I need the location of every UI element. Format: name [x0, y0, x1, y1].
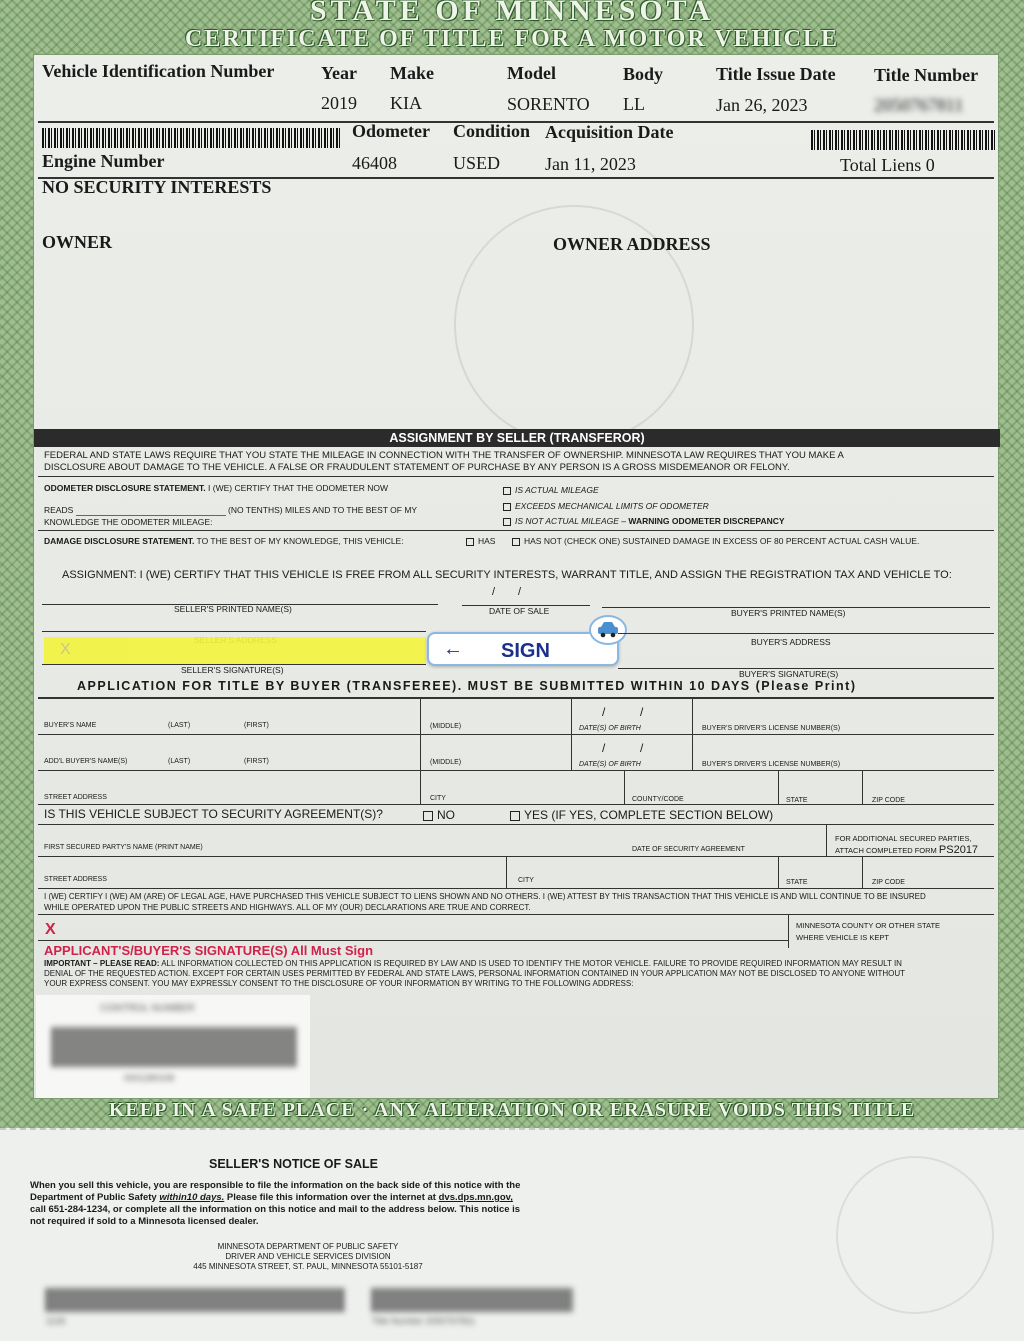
state-label: STATE [786, 797, 808, 804]
notice-text-part: Please file this information over the internet at [224, 1192, 439, 1203]
grid-line [862, 856, 863, 888]
state-title: STATE OF MINNESOTA [309, 0, 715, 27]
odometer-warning: WARNING ODOMETER DISCREPANCY [628, 516, 785, 526]
notice-address-2: DRIVER AND VEHICLE SERVICES DIVISION [225, 1252, 391, 1261]
notice-address-3: 445 MINNESOTA STREET, ST. PAUL, MINNESOTA 55101-5187 [193, 1262, 423, 1271]
grid-line [826, 824, 827, 856]
middle-label: (MIDDLE) [430, 723, 462, 730]
assignment-header: ASSIGNMENT BY SELLER (TRANSFEROR) [389, 431, 645, 445]
street-address-label: STREET ADDRESS [44, 876, 107, 883]
dob-slash-2: / [640, 705, 644, 719]
grid-line [506, 856, 507, 888]
divider [38, 914, 994, 915]
divider [38, 476, 994, 477]
bottom-warning-banner: KEEP IN A SAFE PLACE · ANY ALTERATION OR ERASURE VOIDS THIS TITLE [108, 1099, 916, 1121]
damage-has-checkbox[interactable] [466, 538, 474, 546]
first-label: (FIRST) [244, 758, 269, 765]
county-kept-2: WHERE VEHICLE IS KEPT [796, 933, 889, 942]
zip-label: ZIP CODE [872, 797, 905, 804]
grid-line [420, 698, 421, 804]
option-label: IS ACTUAL MILEAGE [515, 485, 599, 495]
notice-deadline: within10 days. [159, 1192, 225, 1203]
make-value: KIA [390, 93, 422, 113]
option-label: HAS NOT (CHECK ONE) SUSTAINED DAMAGE IN EXCESS OF 80 PERCENT ACTUAL CASH VALUE. [524, 536, 920, 546]
security-yes-option[interactable] [510, 808, 773, 822]
security-status: NO SECURITY INTERESTS [42, 177, 272, 197]
street-address-label: STREET ADDRESS [44, 794, 107, 801]
important-text-3: YOUR EXPRESS CONSENT. YOU MAY EXPRESSLY CONSENT TO THE DISCLOSURE OF YOUR INFORMATION BY WRITING TO THE FOLLOWING ADDRESS: [44, 979, 634, 988]
damage-disclosure-text: TO THE BEST OF MY KNOWLEDGE, THIS VEHICLE: [196, 536, 404, 546]
exceeds-limits-checkbox[interactable] [503, 503, 511, 511]
additional-parties-1: FOR ADDITIONAL SECURED PARTIES, [835, 834, 972, 843]
additional-parties-text: ATTACH COMPLETED FORM [835, 846, 937, 855]
security-date-label: DATE OF SECURITY AGREEMENT [632, 846, 745, 853]
odometer-label: Odometer [352, 121, 430, 141]
date-of-sale-label: DATE OF SALE [489, 606, 550, 616]
certificate-body [33, 54, 999, 1099]
odometer-disclosure-text: I (WE) CERTIFY THAT THE ODOMETER NOW [208, 483, 388, 493]
option-label: EXCEEDS MECHANICAL LIMITS OF ODOMETER [515, 501, 709, 511]
car-icon [591, 617, 625, 643]
knowledge-label: KNOWLEDGE THE ODOMETER MILEAGE: [44, 517, 213, 527]
county-kept-1: MINNESOTA COUNTY OR OTHER STATE [796, 921, 941, 930]
dob-label: DATE(S) OF BIRTH [579, 725, 641, 732]
county-label: COUNTY/CODE [632, 796, 684, 803]
buyer-name-label: BUYER'S NAME [44, 722, 97, 729]
divider [38, 856, 994, 857]
option-label: YES (IF YES, COMPLETE SECTION BELOW) [524, 808, 774, 822]
middle-label: (MIDDLE) [430, 759, 462, 766]
state-label: STATE [786, 879, 808, 886]
option-not-actual[interactable] [503, 516, 785, 526]
last-label: (LAST) [168, 722, 191, 729]
certify-text-1: I (WE) CERTIFY I (WE) AM (ARE) OF LEGAL AGE, HAVE PURCHASED THIS VEHICLE SUBJECT TO LIENS SHOWN AND NO OTHERS. I (WE) ATTEST BY THIS TRANSACTION THAT THIS VEHICLE IS AND WILL CONTINUE TO BE INSURED [44, 892, 926, 901]
dob-slash-1: / [602, 741, 606, 755]
damage-disclosure-title: DAMAGE DISCLOSURE STATEMENT. [44, 536, 195, 546]
damage-has-not[interactable] [512, 536, 919, 546]
city-label: CITY [518, 877, 534, 884]
buyer-address-label: BUYER'S ADDRESS [751, 637, 831, 647]
sign-label: SIGN [501, 640, 550, 662]
seller-address-line[interactable] [42, 631, 426, 632]
notice-text-3: call 651-284-1234, or complete all the information on this notice and mail to the address below. This notice is [30, 1204, 521, 1215]
divider [38, 770, 994, 771]
notice-text-1: When you sell this vehicle, you are responsible to file the information on the back side of this notice with the [30, 1180, 521, 1191]
divider [38, 888, 994, 889]
damage-has[interactable] [466, 536, 495, 546]
important-label: IMPORTANT – PLEASE READ: [44, 959, 160, 968]
no-tenths-label: (NO TENTHS) MILES AND TO THE BEST OF MY [228, 505, 418, 515]
certify-text-2: WHILE OPERATED UPON THE PUBLIC STREETS AND HIGHWAYS. ALL OF MY (OUR) DECLARATIONS ARE TRUE AND CORRECT. [44, 903, 531, 912]
addl-buyer-name-label: ADD'L BUYER'S NAME(S) [44, 758, 128, 765]
secured-party-label: FIRST SECURED PARTY'S NAME (PRINT NAME) [44, 844, 203, 851]
applicant-x-mark: X [45, 921, 56, 938]
assignment-certify: ASSIGNMENT: I (WE) CERTIFY THAT THIS VEHICLE IS FREE FROM ALL SECURITY INTERESTS, WARRANT TITLE, AND ASSIGN THE REGISTRATION TAX AND VEHICLE TO: [62, 569, 952, 581]
not-actual-checkbox[interactable] [503, 518, 511, 526]
body-label: Body [623, 64, 664, 84]
security-question: IS THIS VEHICLE SUBJECT TO SECURITY AGREEMENT(S)? [44, 807, 383, 821]
notice-barcode-left-text: 1126 [46, 1316, 66, 1326]
security-no-option[interactable] [423, 808, 455, 822]
title-number-value: 2050767811 [874, 95, 964, 115]
last-label: (LAST) [168, 758, 191, 765]
security-no-checkbox[interactable] [423, 811, 433, 821]
applicant-signature-line[interactable] [38, 940, 788, 941]
damage-disclosure [44, 536, 404, 546]
important-text-2: DENIAL OF THE REQUESTED ACTION. EXCEPT FOR CERTAIN USES PERMITTED BY FEDERAL AND STATE LAWS, PERSONAL INFORMATION CONTAINED IN YOUR APPLICATION MAY NOT BE DISCLOSED TO ANYONE WITHOUT [44, 969, 906, 978]
license-label: BUYER'S DRIVER'S LICENSE NUMBER(S) [702, 725, 841, 732]
notice-website-link[interactable]: dvs.dps.mn.gov, [438, 1192, 513, 1203]
model-label: Model [507, 63, 556, 83]
engine-label: Engine Number [42, 151, 165, 171]
reads-label: READS [44, 505, 74, 515]
buyer-signature-label: BUYER'S SIGNATURE(S) [739, 669, 839, 679]
divider [38, 697, 994, 699]
signature-x-mark: X [60, 641, 71, 658]
actual-mileage-checkbox[interactable] [503, 487, 511, 495]
first-label: (FIRST) [244, 722, 269, 729]
option-label: IS NOT ACTUAL MILEAGE – [515, 516, 627, 526]
control-number-value: 0001280108 [124, 1073, 175, 1083]
sellers-notice-of-sale [0, 1128, 1024, 1341]
owner-label: OWNER [42, 232, 113, 252]
seller-printed-label: SELLER'S PRINTED NAME(S) [174, 604, 292, 614]
option-label: NO [437, 808, 455, 822]
car-badge [589, 615, 627, 645]
make-label: Make [390, 63, 434, 83]
important-text-1 [44, 959, 902, 968]
model-value: SORENTO [507, 94, 590, 114]
acquisition-label: Acquisition Date [545, 122, 674, 142]
notice-address-1: MINNESOTA DEPARTMENT OF PUBLIC SAFETY [217, 1242, 399, 1251]
vin-label: Vehicle Identification Number [42, 61, 275, 81]
arrow-left-icon: ← [443, 638, 463, 660]
title-issue-value: Jan 26, 2023 [716, 95, 808, 115]
dob-label: DATE(S) OF BIRTH [579, 761, 641, 768]
date-slash-2: / [518, 586, 522, 598]
ps-form-number: PS2017 [938, 844, 979, 856]
condition-value: USED [453, 153, 501, 173]
grid-line [778, 770, 779, 804]
year-value: 2019 [321, 93, 357, 113]
odometer-disclosure [44, 483, 388, 493]
dob-slash-1: / [602, 705, 606, 719]
notice-text-part: Department of Public Safety [30, 1192, 160, 1203]
damage-has-not-checkbox[interactable] [512, 538, 520, 546]
odometer-disclosure-title: ODOMETER DISCLOSURE STATEMENT. [44, 483, 206, 493]
notice-barcode-right-text: Title Number 2050767811 [372, 1316, 476, 1326]
divider [38, 530, 994, 531]
notice-title: SELLER'S NOTICE OF SALE [209, 1157, 378, 1171]
application-header: APPLICATION FOR TITLE BY BUYER (TRANSFEREE). MUST BE SUBMITTED WITHIN 10 DAYS (Please Print) [77, 679, 857, 693]
zip-label: ZIP CODE [872, 879, 905, 886]
vin-barcode [42, 128, 342, 148]
divider [38, 804, 994, 805]
buyer-address-top-line[interactable] [618, 633, 994, 634]
applicant-signature-label: APPLICANT'S/BUYER'S SIGNATURE(S) All Must Sign [44, 943, 374, 958]
owner-address-label: OWNER ADDRESS [553, 234, 711, 254]
body-value: LL [623, 94, 645, 114]
grid-line [862, 770, 863, 804]
grid-line [788, 914, 789, 948]
seller-signature-highlight[interactable] [44, 637, 426, 665]
title-barcode [811, 130, 995, 150]
divider [38, 824, 994, 825]
seller-signature-label: SELLER'S SIGNATURE(S) [181, 665, 284, 675]
law-text-1: FEDERAL AND STATE LAWS REQUIRE THAT YOU STATE THE MILEAGE IN CONNECTION WITH THE TRANSFER OF OWNERSHIP. MINNESOTA LAW REQUIRES THAT YOU MAKE A [44, 450, 844, 461]
notice-barcode-right [372, 1288, 572, 1312]
control-number-label: CONTROL NUMBER [100, 1003, 195, 1014]
license-label: BUYER'S DRIVER'S LICENSE NUMBER(S) [702, 761, 841, 768]
date-slash-1: / [492, 586, 496, 598]
odometer-reading-line[interactable] [76, 515, 226, 516]
title-number-label: Title Number [874, 65, 979, 85]
acquisition-value: Jan 11, 2023 [545, 154, 636, 174]
total-liens: Total Liens 0 [840, 155, 935, 175]
condition-label: Condition [453, 121, 531, 141]
notice-text-2 [30, 1192, 513, 1203]
title-issue-label: Title Issue Date [716, 64, 836, 84]
notice-watermark-seal [836, 1156, 994, 1314]
important-body: ALL INFORMATION COLLECTED ON THIS APPLICATION IS REQUIRED BY LAW AND IS USED TO IDENTIFY THE MOTOR VEHICLE. FAILURE TO PROVIDE REQUIRED INFORMATION MAY RESULT IN [161, 959, 902, 968]
notice-text-4: not required if sold to a Minnesota licensed dealer. [30, 1216, 259, 1227]
option-label: HAS [478, 536, 496, 546]
option-exceeds-limits[interactable] [503, 501, 709, 511]
control-barcode [52, 1027, 296, 1067]
assignment-header-bar [34, 429, 1000, 447]
year-label: Year [321, 63, 357, 83]
option-actual-mileage[interactable] [503, 485, 599, 495]
city-label: CITY [430, 795, 446, 802]
odometer-value: 46408 [352, 153, 397, 173]
buyer-printed-label: BUYER'S PRINTED NAME(S) [731, 608, 846, 618]
security-yes-checkbox[interactable] [510, 811, 520, 821]
grid-line [778, 856, 779, 888]
grid-line [624, 770, 625, 804]
law-text-2: DISCLOSURE ABOUT DAMAGE TO THE VEHICLE. A FALSE OR FRAUDULENT STATEMENT OF PURCHASE BY ANY PERSON IS A GROSS MISDEMEANOR OR FELONY. [44, 462, 790, 473]
control-number-block [36, 995, 310, 1098]
divider [38, 734, 994, 735]
certificate-title: CERTIFICATE OF TITLE FOR A MOTOR VEHICLE [185, 26, 839, 52]
dob-slash-2: / [640, 741, 644, 755]
additional-parties-2 [835, 844, 978, 856]
notice-barcode-left [46, 1288, 346, 1312]
